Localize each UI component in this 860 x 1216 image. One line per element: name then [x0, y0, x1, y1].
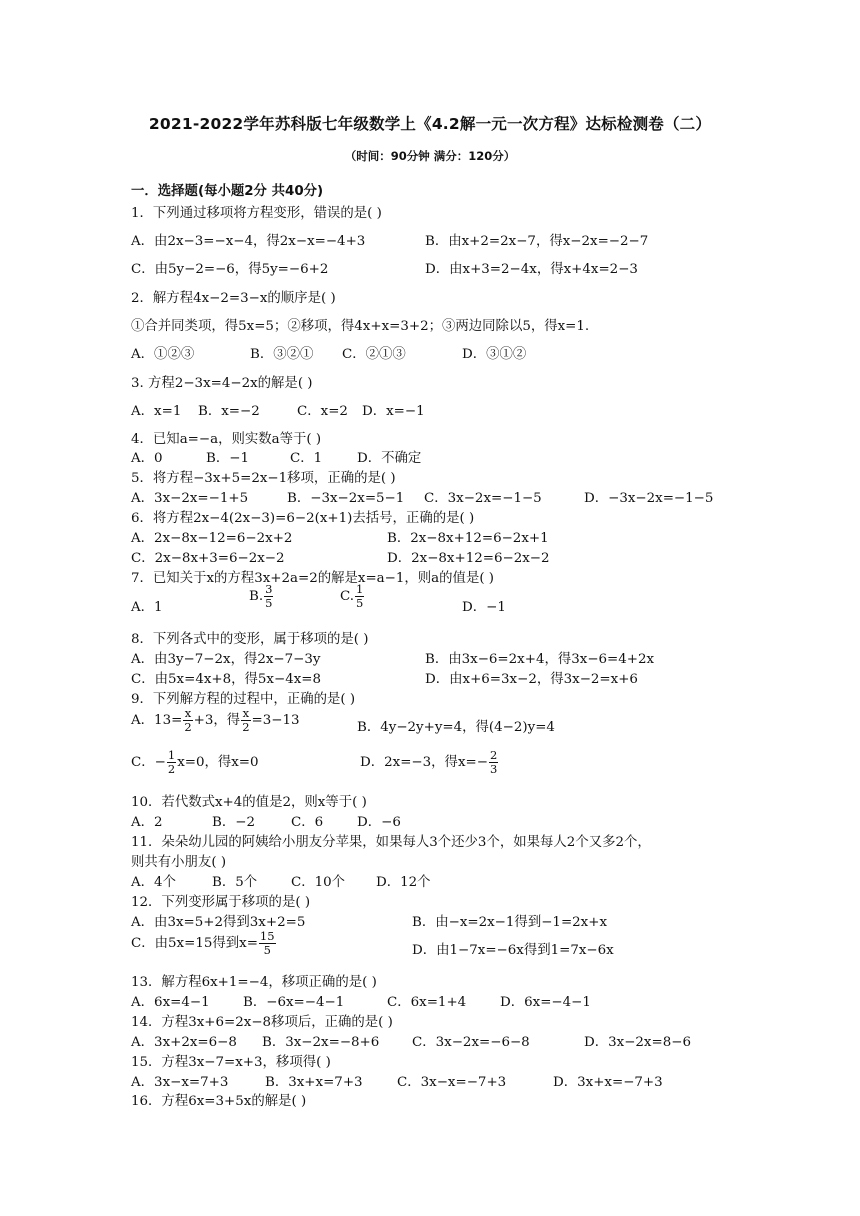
question-6-option-a: A．2x−8x−12=6−2x+2: [131, 531, 293, 546]
question-14-option-a: A．3x+2x=6−8: [131, 1035, 237, 1050]
question-8-option-a: A．由3y−7−2x，得2x−7−3y: [131, 652, 321, 667]
question-9-option-d: [360, 749, 499, 776]
question-9-option-d-label: D．2x=−3，得x=−: [360, 755, 488, 770]
question-7-option-c-label: C.: [340, 589, 355, 604]
question-11-option-b: B．5个: [212, 875, 258, 890]
question-1-option-d: D．由x+3=2−4x，得x+4x=2−3: [425, 262, 638, 277]
question-9-option-c: [131, 749, 259, 776]
question-13-option-d: D．6x=−4−1: [500, 995, 591, 1010]
question-12-option-b: B．由−x=2x−1得到−1=2x+x: [412, 915, 608, 930]
question-7-option-a: A．1: [131, 600, 163, 615]
question-15-option-d: D．3x+x=−7+3: [553, 1075, 663, 1090]
fraction: [241, 707, 250, 734]
fraction-denominator: 5: [356, 596, 364, 610]
question-2-stem: 2．解方程4x−2=3−x的顺序是( ): [131, 291, 336, 306]
question-13-option-c: C．6x=1+4: [387, 995, 467, 1010]
question-3-option-d: D．x=−1: [362, 404, 425, 419]
question-12-option-d: D．由1−7x=−6x得到1=7x−6x: [412, 943, 614, 958]
fraction: [489, 749, 498, 776]
question-6-option-b: B．2x−8x+12=6−2x+1: [387, 531, 549, 546]
fraction-numerator: 15: [259, 929, 275, 943]
question-9-option-a: [131, 707, 300, 734]
question-15-stem: 15．方程3x−7=x+3，移项得( ): [131, 1055, 331, 1070]
question-12-option-c-label: C．由5x=15得到x=: [131, 936, 258, 951]
question-8-stem: 8．下列各式中的变形，属于移项的是( ): [131, 632, 369, 647]
fraction-numerator: 3: [265, 582, 273, 596]
question-1-option-b: B．由x+2=2x−7，得x−2x=−2−7: [425, 234, 649, 249]
question-9-option-a-label: A．13=: [131, 713, 183, 728]
fraction-denominator: 2: [242, 720, 250, 734]
fraction-denominator: 3: [489, 762, 498, 776]
question-15-option-a: A．3x−x=7+3: [131, 1075, 229, 1090]
question-9-option-a-middle: +3，得: [193, 713, 241, 728]
question-13-stem: 13．解方程6x+1=−4，移项正确的是( ): [131, 975, 377, 990]
fraction: [167, 749, 176, 776]
question-10-stem: 10．若代数式x+4的值是2，则x等于( ): [131, 795, 367, 810]
question-11-stem-line-2: 则共有小朋友( ): [131, 855, 227, 870]
question-11-stem-line-1: 11．朵朵幼儿园的阿姨给小朋友分苹果，如果每人3个还少3个，如果每人2个又多2个，: [131, 835, 651, 850]
question-7-option-d: D．−1: [462, 600, 506, 615]
question-4-option-b: B．−1: [206, 451, 249, 466]
question-3-option-a: A．x=1: [131, 404, 182, 419]
fraction-denominator: 5: [265, 596, 273, 610]
question-1-stem: 1．下列通过移项将方程变形，错误的是( ): [131, 206, 382, 221]
fraction: [183, 707, 192, 734]
question-7-option-b: [249, 583, 274, 610]
question-11-option-a: A．4个: [131, 875, 176, 890]
fraction: [264, 583, 273, 610]
question-2-steps: ①合并同类项，得5x=5；②移项，得4x+x=3+2；③两边同除以5，得x=1.: [131, 319, 590, 334]
question-14-option-c: C．3x−2x=−6−8: [412, 1035, 530, 1050]
question-6-stem: 6．将方程2x−4(2x−3)=6−2(x+1)去括号，正确的是( ): [131, 511, 475, 526]
question-10-option-d: D．−6: [357, 815, 401, 830]
question-5-option-d: D．−3x−2x=−1−5: [584, 491, 714, 506]
question-3-option-b: B．x=−2: [198, 404, 260, 419]
question-14-option-b: B．3x−2x=−8+6: [262, 1035, 380, 1050]
question-1-option-a: A．由2x−3=−x−4，得2x−x=−4+3: [131, 234, 366, 249]
question-4-option-c: C．1: [290, 451, 323, 466]
question-16-stem: 16．方程6x=3+5x的解是( ): [131, 1094, 307, 1109]
question-6-option-c: C．2x−8x+3=6−2x−2: [131, 551, 285, 566]
question-5-stem: 5．将方程−3x+5=2x−1移项，正确的是( ): [131, 471, 396, 486]
question-8-option-c: C．由5x=4x+8，得5x−4x=8: [131, 672, 322, 687]
question-14-stem: 14．方程3x+6=2x−8移项后，正确的是( ): [131, 1015, 393, 1030]
question-10-option-a: A．2: [131, 815, 163, 830]
question-14-option-d: D．3x−2x=8−6: [584, 1035, 691, 1050]
question-1-option-c: C．由5y−2=−6，得5y=−6+2: [131, 262, 329, 277]
question-2-option-a: A．①②③: [131, 347, 195, 362]
fraction: [259, 930, 276, 957]
question-9-option-a-end: =3−13: [251, 713, 300, 728]
question-5-option-a: A．3x−2x=−1+5: [131, 491, 249, 506]
question-15-option-c: C．3x−x=−7+3: [397, 1075, 507, 1090]
fraction-numerator: 2: [489, 748, 498, 762]
question-2-option-b: B．③②①: [250, 347, 314, 362]
question-9-option-c-end: x=0，得x=0: [177, 755, 259, 770]
fraction-numerator: x: [184, 706, 192, 720]
fraction-numerator: x: [242, 706, 250, 720]
page-title: 2021-2022学年苏科版七年级数学上《4.2解一元一次方程》达标检测卷（二）: [148, 115, 712, 133]
question-5-option-c: C．3x−2x=−1−5: [424, 491, 542, 506]
question-15-option-b: B．3x+x=7+3: [265, 1075, 363, 1090]
question-9-stem: 9．下列解方程的过程中，正确的是( ): [131, 692, 356, 707]
fraction-numerator: 1: [356, 582, 364, 596]
question-8-option-d: D．由x+6=3x−2，得3x−2=x+6: [425, 672, 638, 687]
exam-time-and-score: （时间：90分钟 满分：120分）: [344, 149, 516, 163]
fraction-denominator: 5: [263, 943, 271, 957]
question-3-option-c: C．x=2: [297, 404, 348, 419]
question-3-stem: 3. 方程2−3x=4−2x的解是( ): [131, 376, 313, 391]
fraction-denominator: 2: [167, 762, 176, 776]
question-9-option-c-label: C．−: [131, 755, 166, 770]
question-13-option-a: A．6x=4−1: [131, 995, 210, 1010]
question-11-option-d: D．12个: [376, 875, 431, 890]
question-4-option-d: D．不确定: [357, 451, 422, 466]
question-5-option-b: B．−3x−2x=5−1: [287, 491, 405, 506]
question-10-option-b: B．−2: [212, 815, 255, 830]
question-6-option-d: D．2x−8x+12=6−2x−2: [387, 551, 550, 566]
question-7-option-c: [340, 583, 365, 610]
question-11-option-c: C．10个: [291, 875, 346, 890]
section-heading: 一．选择题(每小题2分 共40分): [131, 184, 324, 199]
question-12-option-a: A．由3x=5+2得到3x+2=5: [131, 915, 306, 930]
question-12-stem: 12．下列变形属于移项的是( ): [131, 895, 311, 910]
question-7-stem: 7．已知关于x的方程3x+2a=2的解是x=a−1，则a的值是( ): [131, 571, 495, 586]
fraction-numerator: 1: [167, 748, 176, 762]
question-12-option-c: [131, 930, 277, 957]
question-4-stem: 4．已知a=−a，则实数a等于( ): [131, 432, 322, 447]
question-8-option-b: B．由3x−6=2x+4，得3x−6=4+2x: [425, 652, 655, 667]
question-9-option-b: B．4y−2y+y=4，得(4−2)y=4: [357, 720, 555, 735]
fraction: [355, 583, 364, 610]
question-10-option-c: C．6: [291, 815, 324, 830]
question-2-option-c: C．②①③: [342, 347, 406, 362]
question-4-option-a: A．0: [131, 451, 163, 466]
question-2-option-d: D．③①②: [462, 347, 527, 362]
question-13-option-b: B．−6x=−4−1: [243, 995, 345, 1010]
fraction-denominator: 2: [184, 720, 192, 734]
question-7-option-b-label: B.: [249, 589, 264, 604]
